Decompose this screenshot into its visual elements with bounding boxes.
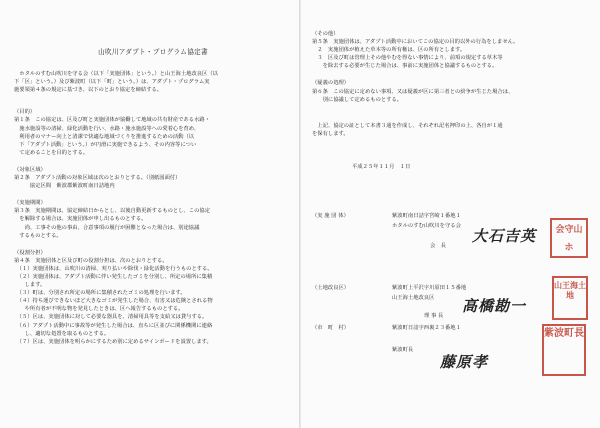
closing-line: 上記、協定の証として本書３通を作成し、それぞれ記名押印の上、各自が１通 xyxy=(312,122,503,129)
article-line: 利用者のマナー向上と清潔で快適な地域づくりを推進するための活動（以 xyxy=(14,133,195,140)
closing-line: を保有します。 xyxy=(312,130,349,137)
article-line: 第２条 アダプト活動の対象区域は次のとおりとする。（別紙図面付） xyxy=(14,175,181,182)
document-title: 山吹川アダプト・プログラム協定書 xyxy=(98,48,208,56)
article-line: （１）実施団体は、山吹川の清掃、刈り払いや除伐・緑化活動を行うものとする。 xyxy=(14,265,213,272)
intro-line: 施要領第４条の規定に基づき、以下のとおり協定を締結する。 xyxy=(14,87,163,94)
party-role: （土地改良区） xyxy=(312,285,350,291)
article-line: （７）区は、実施団体を明らかにするため別に定めるサインボードを設置します。 xyxy=(14,338,212,345)
article-line: します。 xyxy=(14,282,46,289)
article-line: を除去する必要が生じた場合は、事前に実施団体と協議するものとする。 xyxy=(312,63,498,70)
article-line: ３ 区及び町は管理上その他やむを得ない事情により、前項の規定する草木等 xyxy=(312,55,503,62)
article-line: 第５条 実施団体は、アダプト活動中においてこの協定の目的以外の行為をしません。 xyxy=(312,39,519,46)
handwritten-signature: 大石吉英 xyxy=(472,227,537,245)
article-line: 協定区間 紫波郡紫波町南日詰地内 xyxy=(14,183,115,190)
party-block-municipality xyxy=(312,324,592,394)
intro-paragraph xyxy=(14,70,292,94)
article-line: （２）実施団体は、アダプト活動に伴い発生したゴミを分別し、所定の場所に集積 xyxy=(14,273,213,280)
article-line: 別に協議して定めるものとする。 xyxy=(312,96,403,103)
article-line: 第６条 この協定に定めない事項、又は疑義が区に第三者との紛争が生じた場合は、 xyxy=(312,88,514,95)
intro-line: ホタルのすむ山吹川を守る会（以下「実施団体」という。）と山王海土地改良区（以 xyxy=(14,71,218,78)
intro-line: 下「区」という。）及び紫波町（以下「町」という。）は、アダプト・プログラム実 xyxy=(14,79,210,86)
district-seal: 山王海土地 xyxy=(552,276,588,320)
section-heading-purpose: （目的） xyxy=(14,109,36,116)
party-org: 山王海土地改良区 xyxy=(392,295,435,301)
article-line: 尚、工事その他の事由、合意事項の履行が困難となった場合は、別途協議 xyxy=(14,224,200,231)
section-heading-doubt: （疑義の処理） xyxy=(312,80,350,87)
section-heading-area: （対象区域） xyxy=(14,166,46,173)
article-line: （３）町は、分別され所定の場所に集積されたゴミの処理を行います。 xyxy=(14,290,186,297)
party-role: （実 施 団 体） xyxy=(312,213,349,219)
section-heading-period: （実施期間） xyxy=(14,200,46,207)
party-address: 紫波町南日詰字宮崎１番地１ xyxy=(392,213,461,219)
article-line: 下「アダプト活動」という。）が円滑に実施できるよう、その内容等につい xyxy=(14,141,197,148)
article-line: を解除する場合は、実施団体が申し出るものとする。 xyxy=(14,216,147,223)
article-line: や所有者が不明な物を発見したときは、区へ報告するものとする。 xyxy=(14,306,184,313)
article-line: 第１条 この協定は、区及び町と実施団体が協働して地域の共有財産である水路・ xyxy=(14,117,210,124)
section-heading-other: （その他） xyxy=(312,31,339,37)
party-block-implementing-group xyxy=(312,212,592,272)
agreement-date: 平成２５年１１月 １日 xyxy=(352,163,411,170)
article-line: て定めることを目的とする。 xyxy=(14,149,89,156)
handwritten-signature: 高橋勘一 xyxy=(462,297,527,315)
article-line: 施水施設等の清掃、緑化活動を行い、水路・施水施設等への愛着心を育め、 xyxy=(14,125,200,132)
article-line: （５）区は、実施団体に対して必要な器具を、清掃用具等を支給又は貸与する。 xyxy=(14,314,208,321)
article-line: （６）アダプト活動中に事故等が発生した場合は、直ちに区並びに関係機関に連絡 xyxy=(14,322,213,329)
article-line: し、適切な処置を取るものとする。 xyxy=(14,330,110,337)
party-address: 紫波町日詰字西裏２３番地１ xyxy=(392,325,461,331)
party-role: （市 町 村） xyxy=(312,325,350,331)
party-address: 紫波町上平沢字川原田１５番地 xyxy=(392,285,467,291)
party-title: 会 長 xyxy=(430,243,446,249)
handwritten-signature: 藤原孝 xyxy=(440,353,489,371)
party-title: 理 事 長 xyxy=(424,313,444,319)
section-heading-roles: （役割分担） xyxy=(14,249,46,256)
article-line: 第３条 実施期間は、協定締結日からとし、以後自動更新するものとし、この協定 xyxy=(14,208,210,215)
party-title: 紫波町長 xyxy=(392,347,414,353)
article-line: ２ 実施団体が植えた草本等の所有権は、区の所有とします。 xyxy=(312,47,466,54)
article-line: （４）持ち運びできないほど大きなゴミが発生した場合、有害又は危険とされる物 xyxy=(14,298,213,305)
article-line: するものとする。 xyxy=(14,232,62,239)
article-line: 第４条 実施団体と区及び町の役割分担は、次のとおりとする。 xyxy=(14,257,168,264)
group-seal: 会守山ホ xyxy=(550,218,588,258)
party-org: ホタルのすむ山吹川を守る会 xyxy=(392,223,461,229)
municipal-seal: 紫波町長 xyxy=(542,324,586,376)
